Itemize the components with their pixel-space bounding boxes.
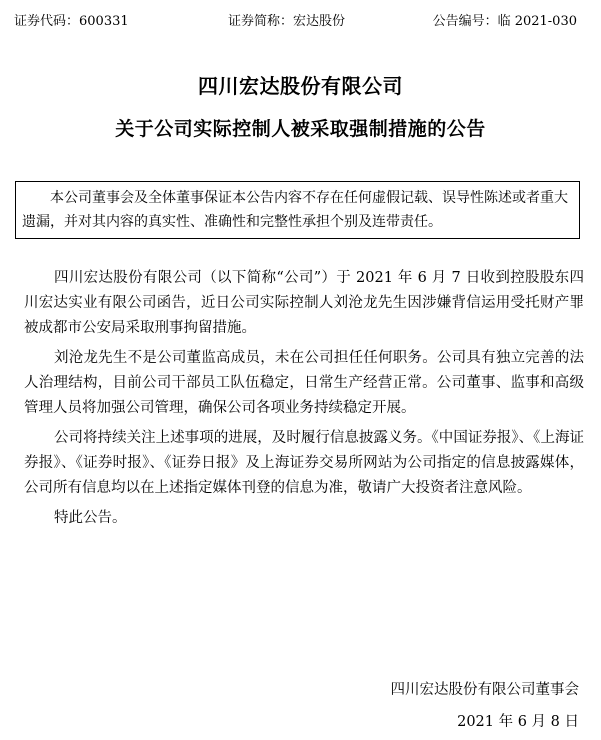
- board-guarantee-notice: 本公司董事会及全体董事保证本公告内容不存在任何虚假记载、误导性陈述或者重大遗漏，并对其内容的真实性、准确性和完整性承担个别及连带责任。: [15, 181, 580, 239]
- signature-date: 2021 年 6 月 8 日: [457, 714, 579, 730]
- signature-organization: 四川宏达股份有限公司董事会: [390, 682, 579, 698]
- announcement-title: 关于公司实际控制人被采取强制措施的公告: [115, 118, 486, 140]
- announcement-number: 公告编号：临 2021-030: [432, 14, 577, 29]
- body-paragraph: 公司将持续关注上述事项的进展，及时履行信息披露义务。《中国证券报》、《上海证券报》、《证券时报》、《证券日报》及上海证券交易所网站为公司指定的信息披露媒体，公司所有信息均以在上述指定媒体刊登的信息为准，敬请广大投资者注意风险。: [24, 430, 584, 496]
- stock-code: 证券代码：600331: [14, 14, 129, 29]
- body-paragraph: 四川宏达股份有限公司（以下简称“公司”）于 2021 年 6 月 7 日收到控股股东四川宏达实业有限公司函告，近日公司实际控制人刘沧龙先生因涉嫌背信运用受托财产罪被成都市公安局采取刑事拘留措施。: [24, 270, 584, 336]
- document-header: [0, 0, 601, 30]
- body-paragraph: 特此公告。: [54, 510, 127, 526]
- announcement-body: [24, 266, 584, 536]
- body-paragraph: 刘沧龙先生不是公司董监高成员，未在公司担任任何职务。公司具有独立完善的法人治理结构，目前公司干部员工队伍稳定，日常生产经营正常。公司董事、监事和高级管理人员将加强公司管理，确保公司各项业务持续稳定开展。: [24, 350, 584, 416]
- stock-name: 证券简称：宏达股份: [228, 14, 346, 29]
- company-title: 四川宏达股份有限公司: [198, 74, 403, 98]
